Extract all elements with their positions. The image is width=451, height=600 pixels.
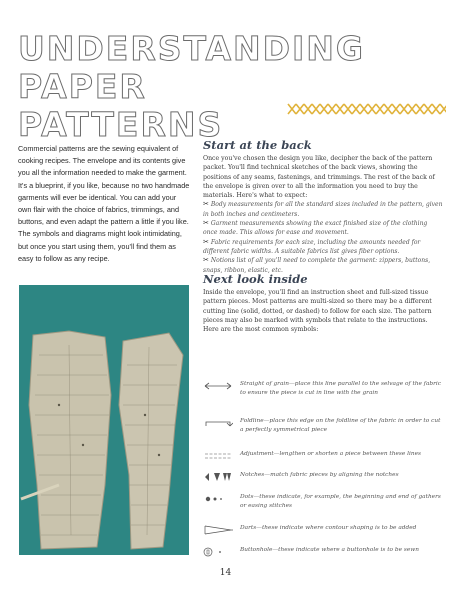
section1-body: Once you've chosen the design you like, decipher the back of the pattern packet. You'll find technical sketches of the back views, showing the positions of any seams, fastenings, and trimmings. The rest of the back of the envelope is given over to all the information you need to buy the materials. Here's what to expect: <box>203 155 435 200</box>
scissors-icon: ✂ <box>203 219 209 228</box>
dots-icon <box>203 494 233 504</box>
page-title <box>18 29 366 144</box>
symbol-text: Buttonhole—these indicate where a buttonhole is to be sewn <box>240 547 419 553</box>
grainline-arrow-icon <box>203 381 233 391</box>
intro-text: Commercial patterns are the sewing equivalent of cooking recipes. The envelope and its contents give you all the information needed to make the garment. It's a blueprint, if you like, because no two handmade garments will ever be identical. You can add your own flair with the choice of fabrics, trimmings, and buttons, and even adapt the pattern a little if you like. The symbols and diagrams might look intimidating, but once you start using them, you'll find them as easy to follow as any recipe. <box>18 144 190 263</box>
pattern-pieces-photo <box>19 285 189 555</box>
section2-title: Next look inside <box>203 272 308 286</box>
symbol-text: Adjustment—lengthen or shorten a piece between these lines <box>240 451 421 457</box>
scissors-icon: ✂ <box>203 256 209 265</box>
adjustment-line-icon <box>203 451 233 461</box>
title-line-2: PAPER PATTERNS <box>18 67 224 144</box>
section-next-look-inside <box>203 272 443 334</box>
foldline-arrow-icon <box>203 418 233 428</box>
symbol-text: Straight of grain—place this line parallel to the selvage of the fabric to ensure the piece is cut in line with the grain <box>240 381 441 396</box>
stitch-decoration-icon <box>286 101 446 117</box>
list-item: ✂ Garment measurements showing the exact finished size of the clothing once made. This allows for ease and movement. <box>203 219 428 237</box>
list-item: ✂ Body measurements for all the standard sizes included in the pattern, given in both inches and centimeters. <box>203 200 443 218</box>
section1-title: Start at the back <box>203 138 312 152</box>
scissors-icon: ✂ <box>203 237 209 246</box>
symbol-text: Darts—these indicate where contour shaping is to be added <box>240 525 417 531</box>
list-item: ✂ Fabric requirements for each size, including the amounts needed for different fabric widths. A suitable fabrics list gives fiber options. <box>203 237 421 255</box>
page-number: 14 <box>219 568 232 578</box>
notch-icon <box>203 472 233 482</box>
title-line-1: UNDERSTANDING <box>18 29 366 68</box>
buttonhole-icon <box>203 547 233 557</box>
symbol-text: Notches—match fabric pieces by aligning the notches <box>240 472 399 478</box>
scissors-icon: ✂ <box>203 200 209 209</box>
pattern-pieces-illustration <box>19 285 189 555</box>
symbol-text: Foldline—place this edge on the foldline of the fabric in order to cut a perfectly symmetrical piece <box>240 418 441 433</box>
dart-icon <box>203 525 233 535</box>
list-item: ✂ Notions list of all you'll need to complete the garment: zippers, buttons, snaps, ribbon, elastic, etc. <box>203 256 431 274</box>
section-start-at-back <box>203 138 443 275</box>
section2-body: Inside the envelope, you'll find an instruction sheet and full-sized tissue pattern pieces. Most patterns are multi-sized so there may be a different cutting line (solid, dotted, or dashed) to follow for each size. The pattern pieces may also be marked with symbols that relate to the instructions. Here are the most common symbols: <box>203 289 432 334</box>
symbol-text: Dots—these indicate, for example, the beginning and end of gathers or easing stitches <box>240 494 441 509</box>
